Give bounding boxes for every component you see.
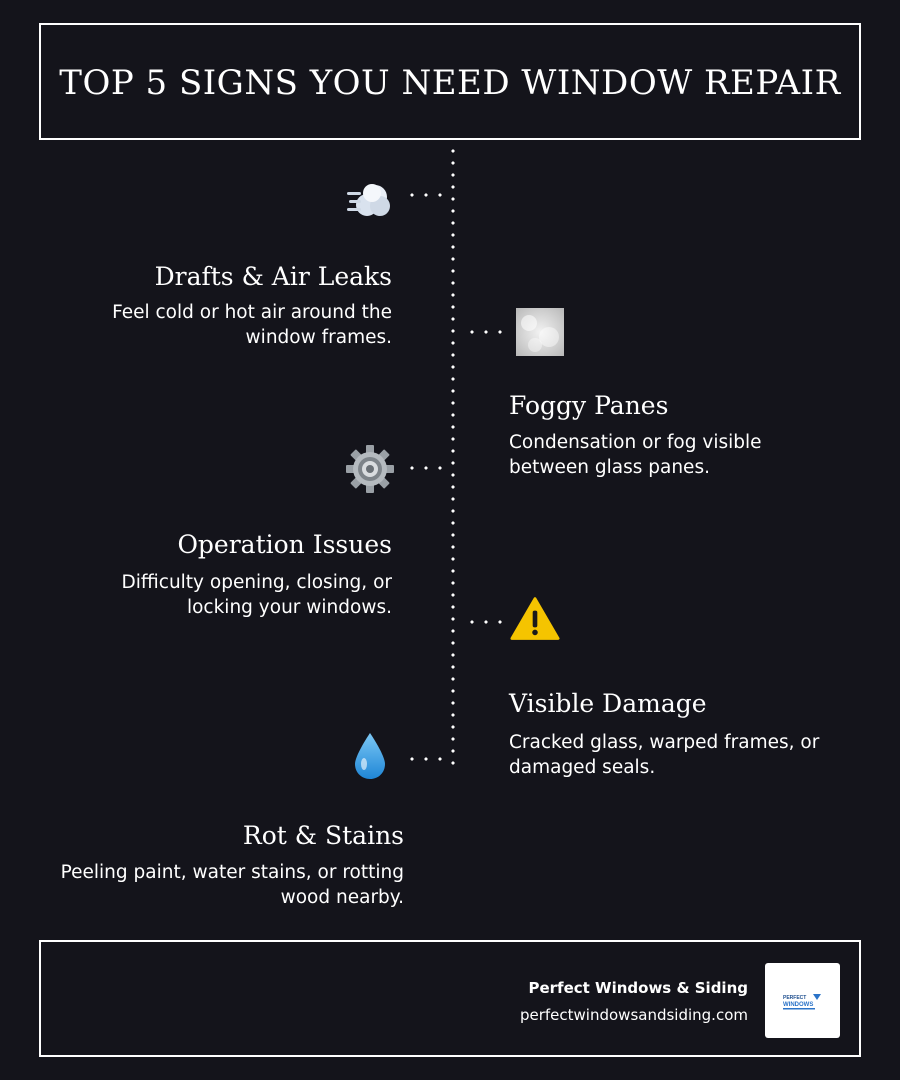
sign-heading-damage: Visible Damage — [509, 689, 707, 718]
wind-puff-icon — [345, 175, 395, 225]
sign-desc-rot: Peeling paint, water stains, or rotting wood nearby. — [60, 862, 404, 908]
svg-text:PERFECT: PERFECT — [782, 994, 806, 1001]
sign-desc-drafts: Feel cold or hot air around the window frames. — [112, 302, 392, 348]
connector-5 — [405, 757, 450, 761]
footer-box — [39, 940, 861, 1057]
sign-heading-drafts: Drafts & Air Leaks — [154, 262, 392, 291]
title-box — [39, 23, 861, 140]
sign-heading-foggy: Foggy Panes — [509, 391, 669, 420]
sign-desc-operation: Difficulty opening, closing, or locking your windows. — [121, 572, 392, 618]
connector-3 — [405, 466, 450, 470]
page-title: TOP 5 SIGNS YOU NEED WINDOW REPAIR — [59, 63, 841, 103]
water-drop-icon — [345, 731, 395, 781]
connector-1 — [405, 193, 450, 197]
connector-4 — [465, 620, 510, 624]
brand-website-link[interactable]: perfectwindowsandsiding.com — [519, 1006, 748, 1024]
sign-desc-damage: Cracked glass, warped frames, or damaged seals. — [509, 732, 820, 778]
sign-desc-foggy: Condensation or fog visible between glass panes. — [509, 432, 762, 478]
connector-2 — [465, 330, 510, 334]
sign-heading-operation: Operation Issues — [177, 530, 392, 559]
timeline-spine — [451, 145, 455, 765]
fog-icon — [515, 307, 565, 357]
svg-text:WINDOWS: WINDOWS — [782, 1001, 813, 1008]
brand-logo — [765, 963, 840, 1038]
sign-heading-rot: Rot & Stains — [242, 821, 404, 850]
gear-icon — [345, 444, 395, 494]
brand-name: Perfect Windows & Siding — [528, 979, 748, 997]
warning-icon — [510, 594, 560, 644]
